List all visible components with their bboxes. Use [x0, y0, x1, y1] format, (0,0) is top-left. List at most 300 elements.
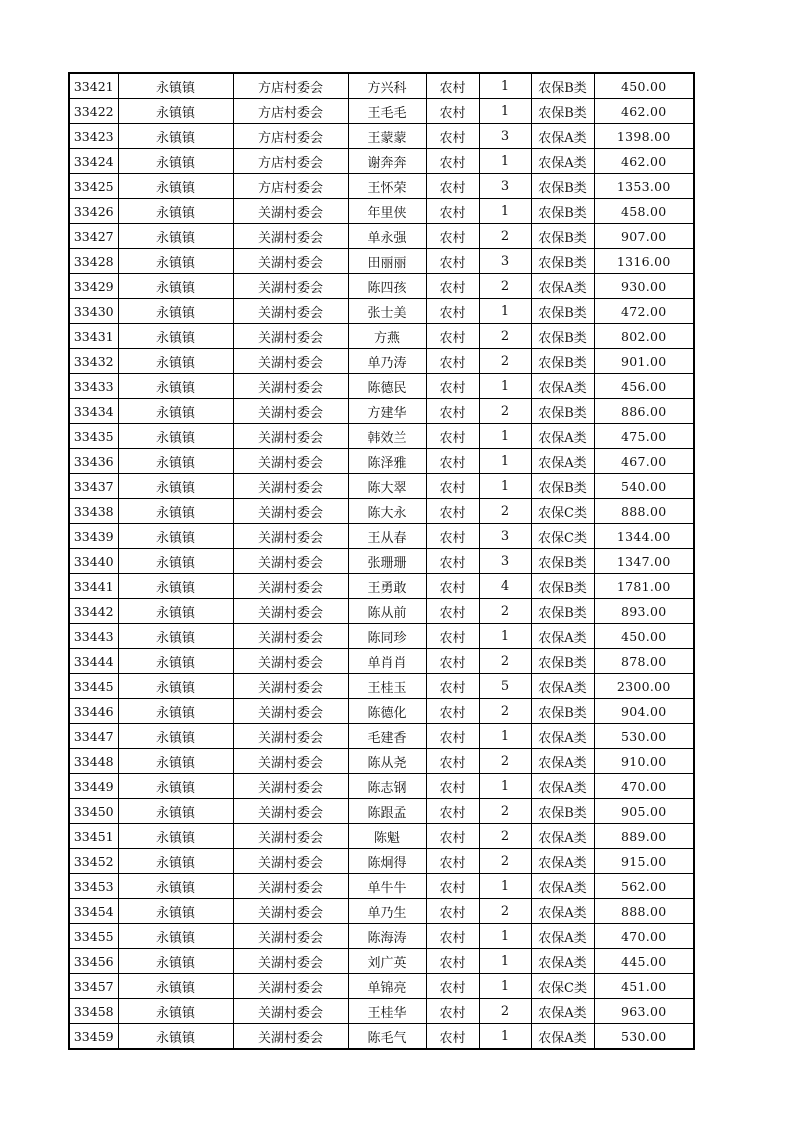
household-type-cell: 农村 [426, 999, 479, 1024]
town-cell: 永镇镇 [118, 899, 233, 924]
record-id-cell: 33444 [69, 649, 118, 674]
household-type-cell: 农村 [426, 324, 479, 349]
person-name-cell: 陈魁 [348, 824, 426, 849]
insurance-category-cell: 农保A类 [531, 424, 594, 449]
person-name-cell: 毛建香 [348, 724, 426, 749]
table-row [69, 749, 694, 774]
person-name-cell: 陈跟孟 [348, 799, 426, 824]
village-committee-cell: 关湖村委会 [233, 549, 348, 574]
person-name-cell: 年里侠 [348, 199, 426, 224]
household-type-cell: 农村 [426, 699, 479, 724]
insurance-category-cell: 农保B类 [531, 599, 594, 624]
amount-cell: 530.00 [594, 724, 694, 749]
household-type-cell: 农村 [426, 99, 479, 124]
town-cell: 永镇镇 [118, 174, 233, 199]
family-size-cell: 4 [479, 574, 531, 599]
table-row [69, 649, 694, 674]
town-cell: 永镇镇 [118, 724, 233, 749]
insurance-category-cell: 农保A类 [531, 774, 594, 799]
town-cell: 永镇镇 [118, 524, 233, 549]
table-row [69, 524, 694, 549]
insurance-category-cell: 农保B类 [531, 474, 594, 499]
household-type-cell: 农村 [426, 149, 479, 174]
village-committee-cell: 关湖村委会 [233, 274, 348, 299]
town-cell: 永镇镇 [118, 449, 233, 474]
town-cell: 永镇镇 [118, 199, 233, 224]
records-table [68, 72, 695, 1050]
town-cell: 永镇镇 [118, 549, 233, 574]
person-name-cell: 陈炯得 [348, 849, 426, 874]
person-name-cell: 单牛牛 [348, 874, 426, 899]
person-name-cell: 刘广英 [348, 949, 426, 974]
village-committee-cell: 关湖村委会 [233, 599, 348, 624]
village-committee-cell: 关湖村委会 [233, 324, 348, 349]
record-id-cell: 33438 [69, 499, 118, 524]
household-type-cell: 农村 [426, 849, 479, 874]
town-cell: 永镇镇 [118, 149, 233, 174]
insurance-category-cell: 农保A类 [531, 374, 594, 399]
family-size-cell: 1 [479, 474, 531, 499]
table-row [69, 924, 694, 949]
table-row [69, 599, 694, 624]
village-committee-cell: 关湖村委会 [233, 474, 348, 499]
record-id-cell: 33457 [69, 974, 118, 999]
table-row [69, 949, 694, 974]
insurance-category-cell: 农保A类 [531, 624, 594, 649]
village-committee-cell: 关湖村委会 [233, 349, 348, 374]
family-size-cell: 1 [479, 1024, 531, 1050]
table-row [69, 199, 694, 224]
insurance-category-cell: 农保A类 [531, 1024, 594, 1050]
amount-cell: 1344.00 [594, 524, 694, 549]
family-size-cell: 2 [479, 349, 531, 374]
amount-cell: 472.00 [594, 299, 694, 324]
person-name-cell: 田丽丽 [348, 249, 426, 274]
family-size-cell: 2 [479, 749, 531, 774]
town-cell: 永镇镇 [118, 299, 233, 324]
town-cell: 永镇镇 [118, 624, 233, 649]
household-type-cell: 农村 [426, 649, 479, 674]
amount-cell: 1347.00 [594, 549, 694, 574]
household-type-cell: 农村 [426, 249, 479, 274]
town-cell: 永镇镇 [118, 424, 233, 449]
family-size-cell: 3 [479, 174, 531, 199]
record-id-cell: 33449 [69, 774, 118, 799]
insurance-category-cell: 农保A类 [531, 924, 594, 949]
table-row [69, 674, 694, 699]
household-type-cell: 农村 [426, 949, 479, 974]
village-committee-cell: 关湖村委会 [233, 999, 348, 1024]
family-size-cell: 1 [479, 374, 531, 399]
town-cell: 永镇镇 [118, 599, 233, 624]
village-committee-cell: 关湖村委会 [233, 449, 348, 474]
record-id-cell: 33428 [69, 249, 118, 274]
household-type-cell: 农村 [426, 824, 479, 849]
household-type-cell: 农村 [426, 274, 479, 299]
village-committee-cell: 关湖村委会 [233, 974, 348, 999]
table-row [69, 399, 694, 424]
village-committee-cell: 关湖村委会 [233, 649, 348, 674]
person-name-cell: 韩效兰 [348, 424, 426, 449]
record-id-cell: 33445 [69, 674, 118, 699]
family-size-cell: 2 [479, 824, 531, 849]
town-cell: 永镇镇 [118, 224, 233, 249]
village-committee-cell: 方店村委会 [233, 174, 348, 199]
table-row [69, 1024, 694, 1050]
family-size-cell: 3 [479, 249, 531, 274]
household-type-cell: 农村 [426, 374, 479, 399]
record-id-cell: 33450 [69, 799, 118, 824]
amount-cell: 1316.00 [594, 249, 694, 274]
insurance-category-cell: 农保B类 [531, 324, 594, 349]
table-row [69, 474, 694, 499]
person-name-cell: 方兴科 [348, 73, 426, 99]
amount-cell: 888.00 [594, 899, 694, 924]
record-id-cell: 33443 [69, 624, 118, 649]
table-row [69, 99, 694, 124]
village-committee-cell: 关湖村委会 [233, 899, 348, 924]
town-cell: 永镇镇 [118, 324, 233, 349]
table-row [69, 899, 694, 924]
household-type-cell: 农村 [426, 599, 479, 624]
family-size-cell: 1 [479, 199, 531, 224]
person-name-cell: 单永强 [348, 224, 426, 249]
insurance-category-cell: 农保A类 [531, 124, 594, 149]
record-id-cell: 33430 [69, 299, 118, 324]
table-row [69, 73, 694, 99]
table-row [69, 324, 694, 349]
person-name-cell: 陈泽雅 [348, 449, 426, 474]
household-type-cell: 农村 [426, 199, 479, 224]
village-committee-cell: 关湖村委会 [233, 674, 348, 699]
table-row [69, 124, 694, 149]
town-cell: 永镇镇 [118, 924, 233, 949]
town-cell: 永镇镇 [118, 749, 233, 774]
village-committee-cell: 关湖村委会 [233, 824, 348, 849]
record-id-cell: 33455 [69, 924, 118, 949]
amount-cell: 889.00 [594, 824, 694, 849]
household-type-cell: 农村 [426, 174, 479, 199]
village-committee-cell: 关湖村委会 [233, 724, 348, 749]
person-name-cell: 方燕 [348, 324, 426, 349]
town-cell: 永镇镇 [118, 699, 233, 724]
household-type-cell: 农村 [426, 73, 479, 99]
town-cell: 永镇镇 [118, 824, 233, 849]
amount-cell: 886.00 [594, 399, 694, 424]
town-cell: 永镇镇 [118, 349, 233, 374]
family-size-cell: 1 [479, 949, 531, 974]
record-id-cell: 33456 [69, 949, 118, 974]
person-name-cell: 陈大永 [348, 499, 426, 524]
household-type-cell: 农村 [426, 474, 479, 499]
amount-cell: 905.00 [594, 799, 694, 824]
amount-cell: 445.00 [594, 949, 694, 974]
insurance-category-cell: 农保B类 [531, 349, 594, 374]
table-row [69, 774, 694, 799]
village-committee-cell: 关湖村委会 [233, 199, 348, 224]
family-size-cell: 3 [479, 524, 531, 549]
amount-cell: 1781.00 [594, 574, 694, 599]
insurance-category-cell: 农保B类 [531, 299, 594, 324]
record-id-cell: 33442 [69, 599, 118, 624]
person-name-cell: 陈德化 [348, 699, 426, 724]
village-committee-cell: 方店村委会 [233, 124, 348, 149]
town-cell: 永镇镇 [118, 73, 233, 99]
record-id-cell: 33435 [69, 424, 118, 449]
village-committee-cell: 关湖村委会 [233, 299, 348, 324]
amount-cell: 530.00 [594, 1024, 694, 1050]
insurance-category-cell: 农保A类 [531, 849, 594, 874]
insurance-category-cell: 农保B类 [531, 799, 594, 824]
town-cell: 永镇镇 [118, 274, 233, 299]
town-cell: 永镇镇 [118, 1024, 233, 1050]
table-row [69, 724, 694, 749]
person-name-cell: 陈毛气 [348, 1024, 426, 1050]
village-committee-cell: 关湖村委会 [233, 949, 348, 974]
insurance-category-cell: 农保B类 [531, 249, 594, 274]
insurance-category-cell: 农保A类 [531, 274, 594, 299]
record-id-cell: 33421 [69, 73, 118, 99]
person-name-cell: 单乃涛 [348, 349, 426, 374]
family-size-cell: 1 [479, 874, 531, 899]
table-row [69, 549, 694, 574]
insurance-category-cell: 农保A类 [531, 999, 594, 1024]
village-committee-cell: 关湖村委会 [233, 799, 348, 824]
table-row [69, 424, 694, 449]
town-cell: 永镇镇 [118, 999, 233, 1024]
table-body [69, 73, 694, 1049]
family-size-cell: 3 [479, 549, 531, 574]
insurance-category-cell: 农保B类 [531, 199, 594, 224]
amount-cell: 458.00 [594, 199, 694, 224]
village-committee-cell: 关湖村委会 [233, 224, 348, 249]
amount-cell: 467.00 [594, 449, 694, 474]
amount-cell: 462.00 [594, 149, 694, 174]
village-committee-cell: 关湖村委会 [233, 924, 348, 949]
family-size-cell: 1 [479, 73, 531, 99]
village-committee-cell: 方店村委会 [233, 149, 348, 174]
amount-cell: 540.00 [594, 474, 694, 499]
insurance-category-cell: 农保B类 [531, 574, 594, 599]
household-type-cell: 农村 [426, 774, 479, 799]
village-committee-cell: 关湖村委会 [233, 424, 348, 449]
amount-cell: 930.00 [594, 274, 694, 299]
town-cell: 永镇镇 [118, 124, 233, 149]
person-name-cell: 陈大翠 [348, 474, 426, 499]
amount-cell: 907.00 [594, 224, 694, 249]
record-id-cell: 33429 [69, 274, 118, 299]
family-size-cell: 1 [479, 299, 531, 324]
family-size-cell: 1 [479, 424, 531, 449]
amount-cell: 470.00 [594, 924, 694, 949]
household-type-cell: 农村 [426, 499, 479, 524]
insurance-category-cell: 农保C类 [531, 499, 594, 524]
person-name-cell: 单乃生 [348, 899, 426, 924]
record-id-cell: 33425 [69, 174, 118, 199]
town-cell: 永镇镇 [118, 649, 233, 674]
insurance-category-cell: 农保A类 [531, 949, 594, 974]
household-type-cell: 农村 [426, 924, 479, 949]
record-id-cell: 33431 [69, 324, 118, 349]
person-name-cell: 陈从尧 [348, 749, 426, 774]
household-type-cell: 农村 [426, 299, 479, 324]
record-id-cell: 33424 [69, 149, 118, 174]
amount-cell: 888.00 [594, 499, 694, 524]
town-cell: 永镇镇 [118, 674, 233, 699]
insurance-category-cell: 农保A类 [531, 824, 594, 849]
household-type-cell: 农村 [426, 899, 479, 924]
amount-cell: 450.00 [594, 73, 694, 99]
table-row [69, 349, 694, 374]
record-id-cell: 33459 [69, 1024, 118, 1050]
insurance-category-cell: 农保B类 [531, 399, 594, 424]
amount-cell: 910.00 [594, 749, 694, 774]
household-type-cell: 农村 [426, 974, 479, 999]
table-row [69, 449, 694, 474]
insurance-category-cell: 农保A类 [531, 449, 594, 474]
person-name-cell: 张珊珊 [348, 549, 426, 574]
record-id-cell: 33437 [69, 474, 118, 499]
insurance-category-cell: 农保B类 [531, 699, 594, 724]
insurance-category-cell: 农保B类 [531, 174, 594, 199]
person-name-cell: 王蒙蒙 [348, 124, 426, 149]
village-committee-cell: 关湖村委会 [233, 1024, 348, 1050]
table-row [69, 974, 694, 999]
family-size-cell: 1 [479, 724, 531, 749]
record-id-cell: 33440 [69, 549, 118, 574]
table-row [69, 849, 694, 874]
family-size-cell: 1 [479, 149, 531, 174]
amount-cell: 1353.00 [594, 174, 694, 199]
record-id-cell: 33423 [69, 124, 118, 149]
town-cell: 永镇镇 [118, 374, 233, 399]
household-type-cell: 农村 [426, 799, 479, 824]
family-size-cell: 2 [479, 324, 531, 349]
insurance-category-cell: 农保C类 [531, 974, 594, 999]
record-id-cell: 33433 [69, 374, 118, 399]
table-row [69, 499, 694, 524]
village-committee-cell: 关湖村委会 [233, 749, 348, 774]
village-committee-cell: 关湖村委会 [233, 524, 348, 549]
record-id-cell: 33453 [69, 874, 118, 899]
person-name-cell: 单肖肖 [348, 649, 426, 674]
person-name-cell: 王毛毛 [348, 99, 426, 124]
household-type-cell: 农村 [426, 549, 479, 574]
person-name-cell: 方建华 [348, 399, 426, 424]
table-row [69, 174, 694, 199]
amount-cell: 462.00 [594, 99, 694, 124]
amount-cell: 878.00 [594, 649, 694, 674]
family-size-cell: 2 [479, 699, 531, 724]
insurance-category-cell: 农保B类 [531, 649, 594, 674]
family-size-cell: 2 [479, 599, 531, 624]
person-name-cell: 王桂玉 [348, 674, 426, 699]
table-row [69, 374, 694, 399]
village-committee-cell: 关湖村委会 [233, 499, 348, 524]
town-cell: 永镇镇 [118, 399, 233, 424]
amount-cell: 475.00 [594, 424, 694, 449]
table-row [69, 149, 694, 174]
insurance-category-cell: 农保B类 [531, 224, 594, 249]
family-size-cell: 2 [479, 849, 531, 874]
table-row [69, 999, 694, 1024]
record-id-cell: 33436 [69, 449, 118, 474]
record-id-cell: 33454 [69, 899, 118, 924]
amount-cell: 451.00 [594, 974, 694, 999]
record-id-cell: 33426 [69, 199, 118, 224]
table-row [69, 799, 694, 824]
family-size-cell: 5 [479, 674, 531, 699]
insurance-category-cell: 农保B类 [531, 99, 594, 124]
family-size-cell: 1 [479, 924, 531, 949]
family-size-cell: 2 [479, 999, 531, 1024]
record-id-cell: 33434 [69, 399, 118, 424]
person-name-cell: 陈同珍 [348, 624, 426, 649]
household-type-cell: 农村 [426, 874, 479, 899]
person-name-cell: 陈志钢 [348, 774, 426, 799]
village-committee-cell: 关湖村委会 [233, 624, 348, 649]
town-cell: 永镇镇 [118, 849, 233, 874]
amount-cell: 470.00 [594, 774, 694, 799]
family-size-cell: 2 [479, 224, 531, 249]
person-name-cell: 谢奔奔 [348, 149, 426, 174]
household-type-cell: 农村 [426, 399, 479, 424]
household-type-cell: 农村 [426, 424, 479, 449]
table-row [69, 824, 694, 849]
insurance-category-cell: 农保A类 [531, 674, 594, 699]
village-committee-cell: 关湖村委会 [233, 399, 348, 424]
household-type-cell: 农村 [426, 674, 479, 699]
table-row [69, 624, 694, 649]
amount-cell: 2300.00 [594, 674, 694, 699]
village-committee-cell: 关湖村委会 [233, 874, 348, 899]
table-row [69, 699, 694, 724]
table-row [69, 299, 694, 324]
record-id-cell: 33451 [69, 824, 118, 849]
town-cell: 永镇镇 [118, 474, 233, 499]
family-size-cell: 1 [479, 974, 531, 999]
family-size-cell: 2 [479, 649, 531, 674]
town-cell: 永镇镇 [118, 949, 233, 974]
amount-cell: 456.00 [594, 374, 694, 399]
table-row [69, 574, 694, 599]
household-type-cell: 农村 [426, 449, 479, 474]
family-size-cell: 1 [479, 99, 531, 124]
record-id-cell: 33458 [69, 999, 118, 1024]
town-cell: 永镇镇 [118, 499, 233, 524]
family-size-cell: 1 [479, 624, 531, 649]
household-type-cell: 农村 [426, 124, 479, 149]
village-committee-cell: 方店村委会 [233, 99, 348, 124]
village-committee-cell: 方店村委会 [233, 73, 348, 99]
amount-cell: 893.00 [594, 599, 694, 624]
amount-cell: 562.00 [594, 874, 694, 899]
village-committee-cell: 关湖村委会 [233, 374, 348, 399]
record-id-cell: 33441 [69, 574, 118, 599]
record-id-cell: 33448 [69, 749, 118, 774]
household-type-cell: 农村 [426, 749, 479, 774]
insurance-category-cell: 农保B类 [531, 73, 594, 99]
family-size-cell: 3 [479, 124, 531, 149]
town-cell: 永镇镇 [118, 974, 233, 999]
household-type-cell: 农村 [426, 349, 479, 374]
town-cell: 永镇镇 [118, 574, 233, 599]
insurance-category-cell: 农保A类 [531, 899, 594, 924]
insurance-category-cell: 农保A类 [531, 874, 594, 899]
table-row [69, 249, 694, 274]
amount-cell: 901.00 [594, 349, 694, 374]
household-type-cell: 农村 [426, 524, 479, 549]
